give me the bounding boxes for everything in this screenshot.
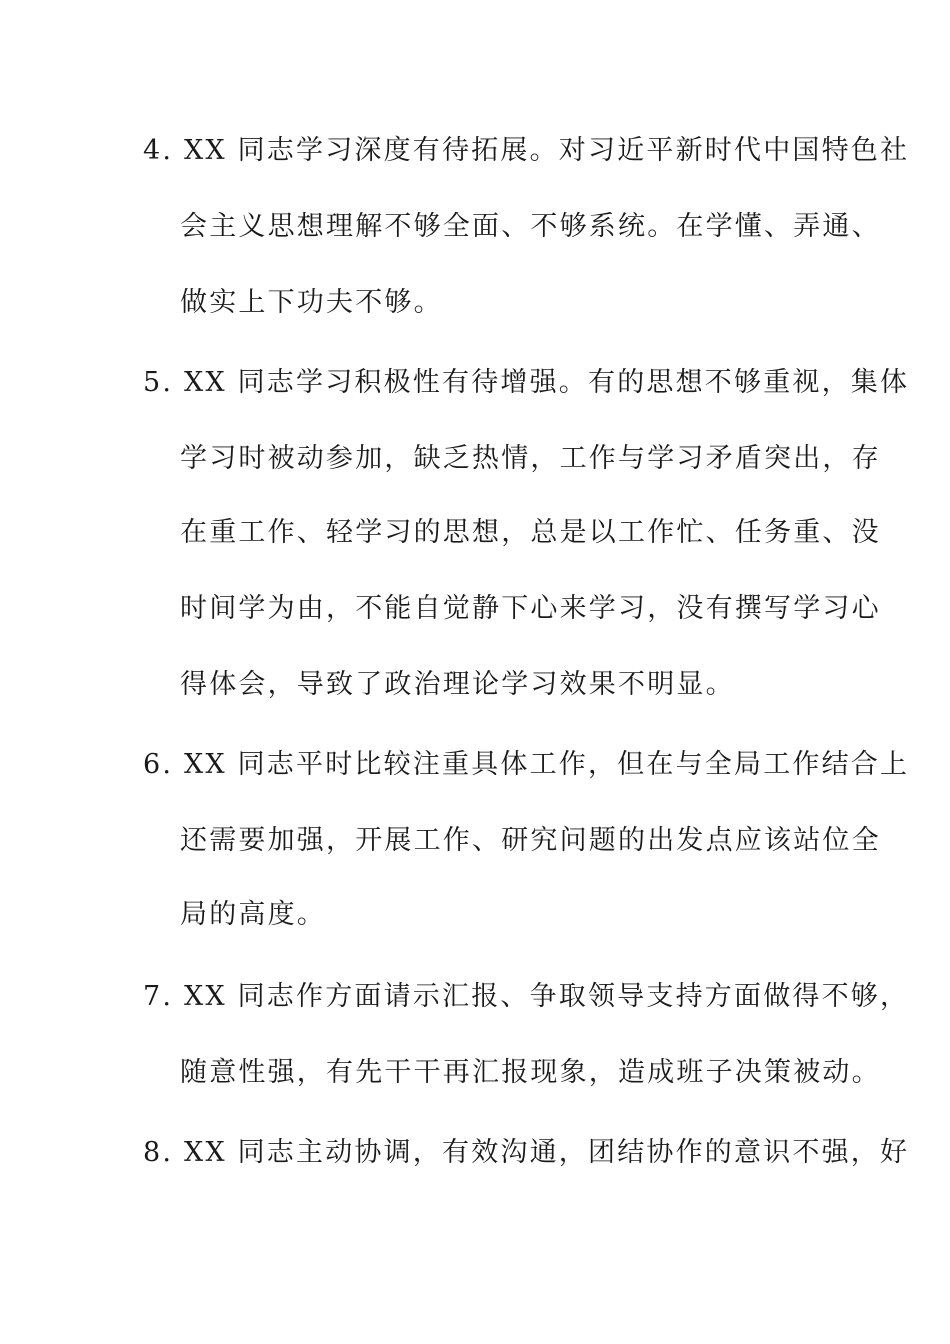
item-text: XX 同志学习深度有待拓展。对习近平新时代中国特色社	[183, 135, 910, 166]
item-4-line-3: 做实上下功夫不够。	[180, 287, 443, 318]
item-7-line-2: 随意性强，有先干干再汇报现象，造成班子决策被动。	[180, 1057, 881, 1088]
item-number: 7.	[143, 981, 174, 1012]
item-text: XX 同志学习积极性有待增强。有的思想不够重视，集体	[183, 367, 910, 398]
item-6-line-3: 局的高度。	[180, 899, 326, 930]
item-8-line-1	[143, 1135, 909, 1171]
item-4-line-2: 会主义思想理解不够全面、不够系统。在学懂、弄通、	[180, 211, 881, 242]
item-4-line-1	[143, 133, 909, 169]
item-5-line-5: 得体会，导致了政治理论学习效果不明显。	[180, 669, 735, 700]
item-number: 5.	[143, 367, 174, 398]
item-number: 6.	[143, 749, 174, 780]
item-7-line-1	[143, 979, 909, 1015]
item-text: XX 同志主动协调，有效沟通，团结协作的意识不强，好	[183, 1137, 910, 1168]
item-number: 4.	[143, 135, 174, 166]
item-6-line-1	[143, 747, 909, 783]
item-6-line-2: 还需要加强，开展工作、研究问题的出发点应该站位全	[180, 825, 881, 856]
item-5-line-1	[143, 365, 909, 401]
item-number: 8.	[143, 1137, 174, 1168]
item-text: XX 同志平时比较注重具体工作，但在与全局工作结合上	[183, 749, 910, 780]
item-text: XX 同志作方面请示汇报、争取领导支持方面做得不够，	[183, 981, 910, 1012]
item-5-line-2: 学习时被动参加，缺乏热情，工作与学习矛盾突出，存	[180, 443, 881, 474]
item-5-line-3: 在重工作、轻学习的思想，总是以工作忙、任务重、没	[180, 517, 881, 548]
item-5-line-4: 时间学为由，不能自觉静下心来学习，没有撰写学习心	[180, 593, 881, 624]
